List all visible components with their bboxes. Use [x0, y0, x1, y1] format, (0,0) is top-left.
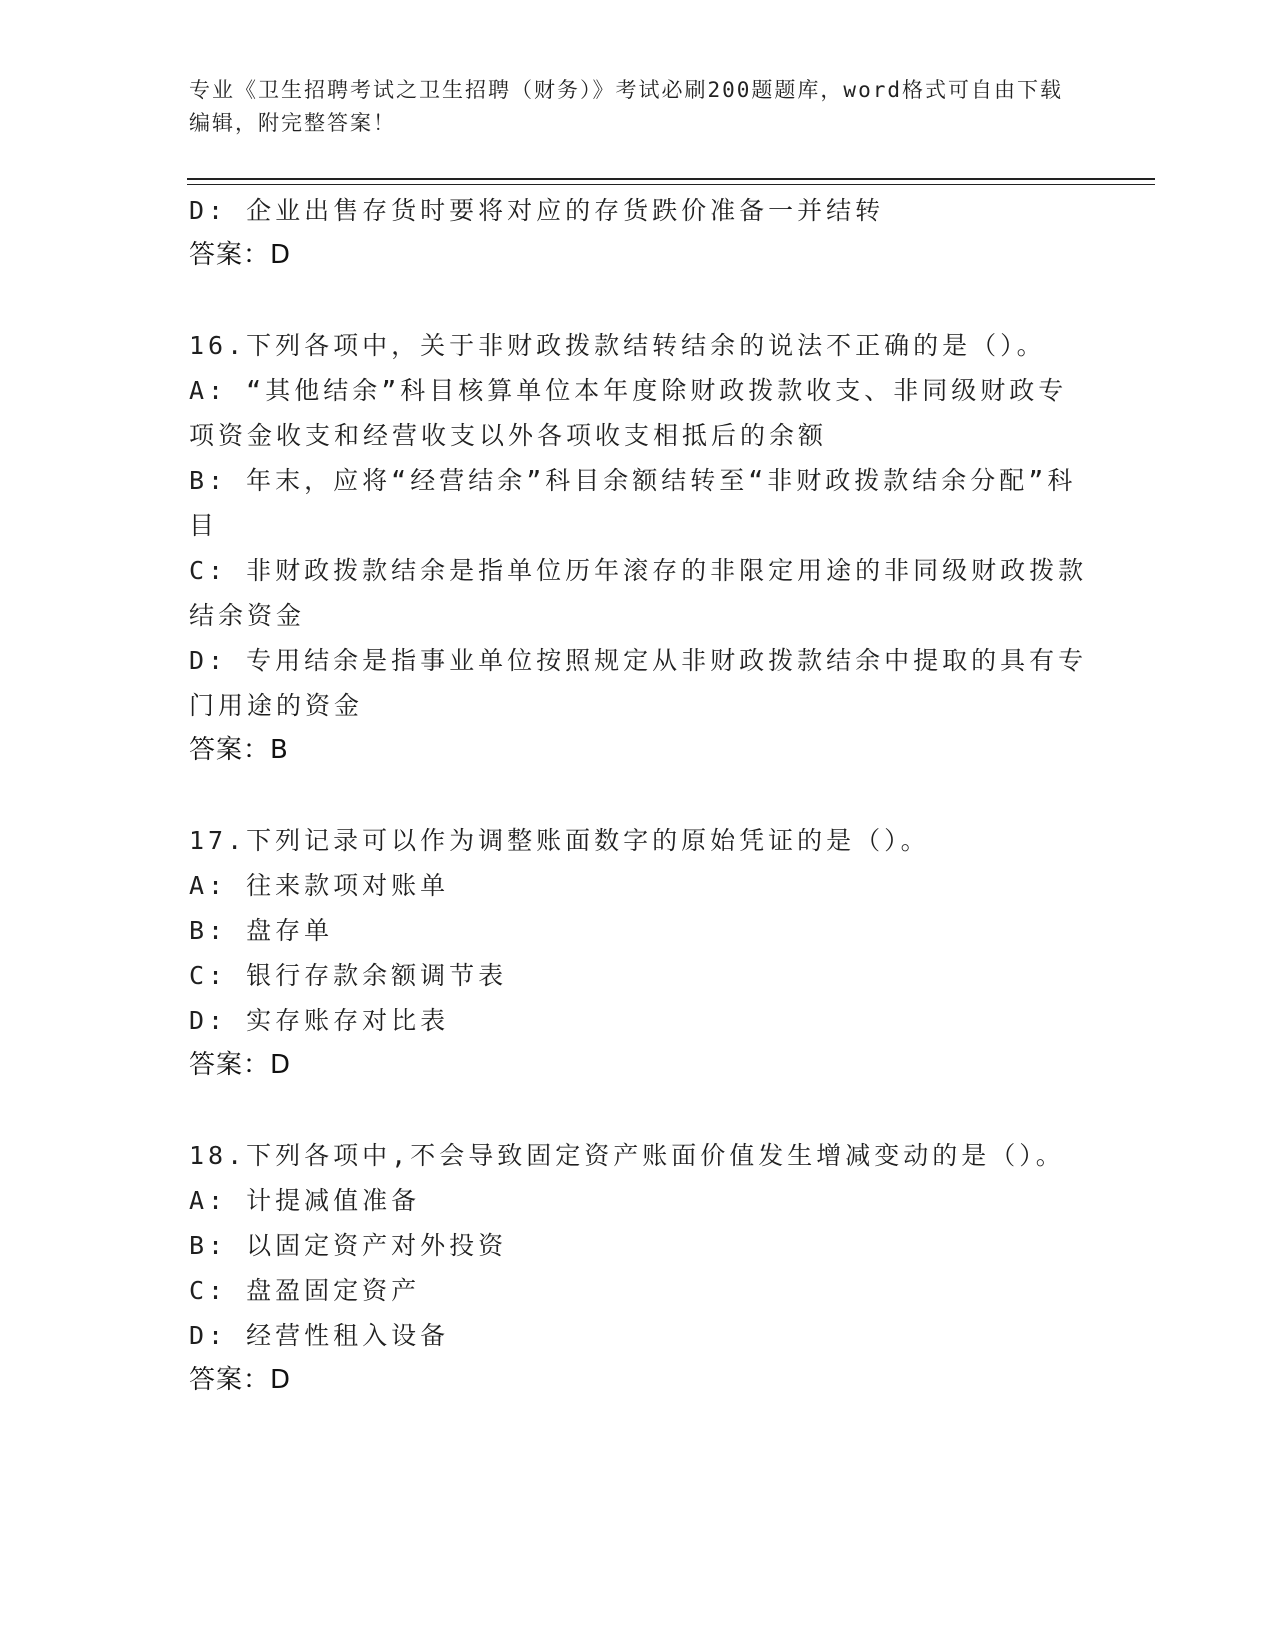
option-a: A: 往来款项对账单	[189, 871, 450, 900]
answer-line: 答案：D	[189, 240, 292, 270]
question-content	[189, 188, 1089, 1403]
option-a: A: 计提减值准备	[189, 1186, 421, 1215]
option-c: C: 盘盈固定资产	[189, 1276, 421, 1305]
spacer	[189, 278, 1089, 323]
option-c: C: 银行存款余额调节表	[189, 961, 508, 990]
previous-question-tail	[189, 188, 1089, 278]
spacer	[189, 773, 1089, 818]
option-d: D: 企业出售存货时要将对应的存货跌价准备一并结转	[189, 196, 885, 225]
option-b: B: 年末，应将“经营结余”科目余额结转至“非财政拨款结余分配”科目	[189, 466, 1077, 540]
answer-line: 答案：D	[189, 1050, 292, 1080]
question-text: 16.下列各项中，关于非财政拨款结转结余的说法不正确的是（）。	[189, 331, 1046, 360]
option-c: C: 非财政拨款结余是指单位历年滚存的非限定用途的非同级财政拨款结余资金	[189, 556, 1088, 630]
question-16	[189, 323, 1089, 773]
header-divider	[187, 178, 1155, 185]
spacer	[189, 1088, 1089, 1133]
page-header: 专业《卫生招聘考试之卫生招聘（财务）》考试必刷200题题库，word格式可自由下载编辑，附完整答案！	[189, 78, 1063, 135]
question-text: 18.下列各项中,不会导致固定资产账面价值发生增减变动的是（）。	[189, 1141, 1065, 1170]
option-d: D: 专用结余是指事业单位按照规定从非财政拨款结余中提取的具有专门用途的资金	[189, 646, 1088, 720]
option-b: B: 以固定资产对外投资	[189, 1231, 508, 1260]
answer-line: 答案：B	[189, 735, 289, 765]
option-a: A: “其他结余”科目核算单位本年度除财政拨款收支、非同级财政专项资金收支和经营收支以外各项收支相抵后的余额	[189, 376, 1068, 450]
option-b: B: 盘存单	[189, 916, 334, 945]
option-d: D: 实存账存对比表	[189, 1006, 450, 1035]
option-d: D: 经营性租入设备	[189, 1321, 450, 1350]
answer-line: 答案：D	[189, 1365, 292, 1395]
question-text: 17.下列记录可以作为调整账面数字的原始凭证的是（）。	[189, 826, 930, 855]
question-17	[189, 818, 1089, 1088]
question-18	[189, 1133, 1089, 1403]
